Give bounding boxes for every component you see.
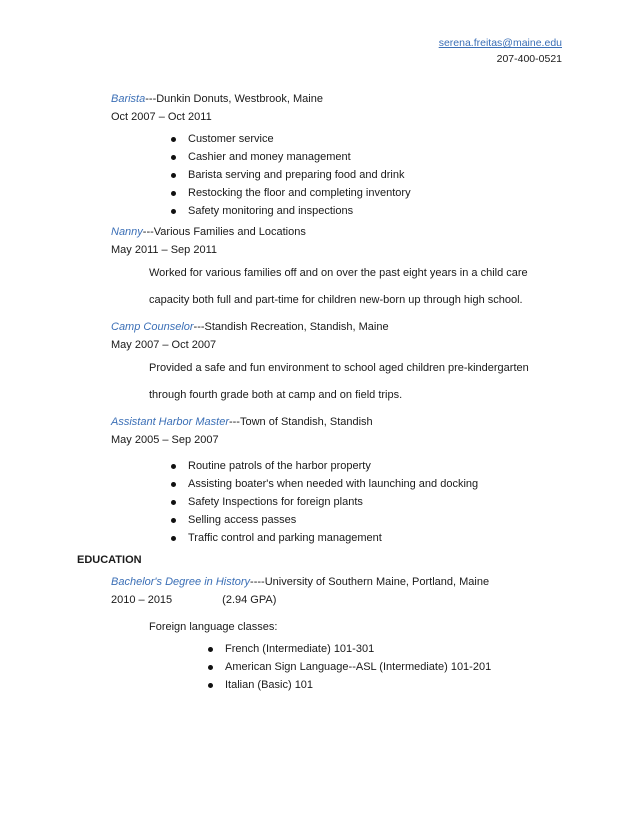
email-link[interactable]: serena.freitas@maine.edu bbox=[438, 37, 562, 49]
description-line: Provided a safe and fun environment to school aged children pre-kindergarten bbox=[149, 362, 529, 374]
bullet-item: Cashier and money management bbox=[188, 148, 411, 166]
job-employer: ---Dunkin Donuts, Westbrook, Maine bbox=[145, 93, 323, 105]
degree-title: Bachelor's Degree in History bbox=[111, 576, 251, 588]
language-subheading: Foreign language classes: bbox=[149, 621, 278, 633]
school-name: ----University of Southern Maine, Portland, Maine bbox=[250, 576, 490, 588]
job-title: Assistant Harbor Master bbox=[111, 416, 229, 428]
job-dates: May 2011 – Sep 2011 bbox=[111, 243, 218, 256]
job-entry-nanny bbox=[111, 226, 571, 258]
job-dates: May 2007 – Oct 2007 bbox=[111, 338, 217, 351]
phone-number: 207-400-0521 bbox=[496, 53, 562, 66]
description-line: Worked for various families off and on over the past eight years in a child care bbox=[149, 267, 528, 279]
bullet-item: Customer service bbox=[188, 130, 411, 148]
contact-block bbox=[439, 37, 562, 66]
job-title: Camp Counselor bbox=[111, 321, 194, 333]
job-description-nanny bbox=[149, 260, 569, 314]
description-line: through fourth grade both at camp and on field trips. bbox=[149, 389, 403, 401]
job-employer: ---Standish Recreation, Standish, Maine bbox=[193, 321, 389, 333]
language-item: French (Intermediate) 101-301 bbox=[225, 640, 491, 658]
job-entry-harbor-master bbox=[111, 416, 571, 448]
bullet-item: Traffic control and parking management bbox=[188, 529, 478, 547]
bullet-item: Routine patrols of the harbor property bbox=[188, 457, 478, 475]
language-list bbox=[225, 640, 491, 694]
job-title: Barista bbox=[111, 93, 146, 105]
job-entry-camp-counselor bbox=[111, 321, 571, 353]
education-gpa: (2.94 GPA) bbox=[222, 593, 277, 606]
job-employer: ---Various Families and Locations bbox=[142, 226, 306, 238]
bullet-item: Barista serving and preparing food and drink bbox=[188, 166, 411, 184]
description-line: capacity both full and part-time for children new-born up through high school. bbox=[149, 294, 523, 306]
job-employer: ---Town of Standish, Standish bbox=[228, 416, 373, 428]
job-description-camp-counselor bbox=[149, 355, 569, 409]
bullet-item: Selling access passes bbox=[188, 511, 478, 529]
bullet-item: Safety Inspections for foreign plants bbox=[188, 493, 478, 511]
language-item: Italian (Basic) 101 bbox=[225, 676, 491, 694]
education-entry bbox=[111, 576, 571, 608]
job-dates: Oct 2007 – Oct 2011 bbox=[111, 110, 212, 123]
bullet-item: Safety monitoring and inspections bbox=[188, 202, 411, 220]
bullet-item: Assisting boater's when needed with launching and docking bbox=[188, 475, 478, 493]
language-item: American Sign Language--ASL (Intermediate) 101-201 bbox=[225, 658, 491, 676]
education-years: 2010 – 2015 bbox=[111, 593, 173, 606]
job-bullets-barista bbox=[188, 130, 411, 220]
job-dates: May 2005 – Sep 2007 bbox=[111, 433, 219, 446]
job-bullets-harbor-master bbox=[188, 457, 478, 547]
bullet-item: Restocking the floor and completing inventory bbox=[188, 184, 411, 202]
job-title: Nanny bbox=[111, 226, 143, 238]
job-entry-barista bbox=[111, 93, 571, 125]
section-heading-education: EDUCATION bbox=[77, 554, 142, 566]
